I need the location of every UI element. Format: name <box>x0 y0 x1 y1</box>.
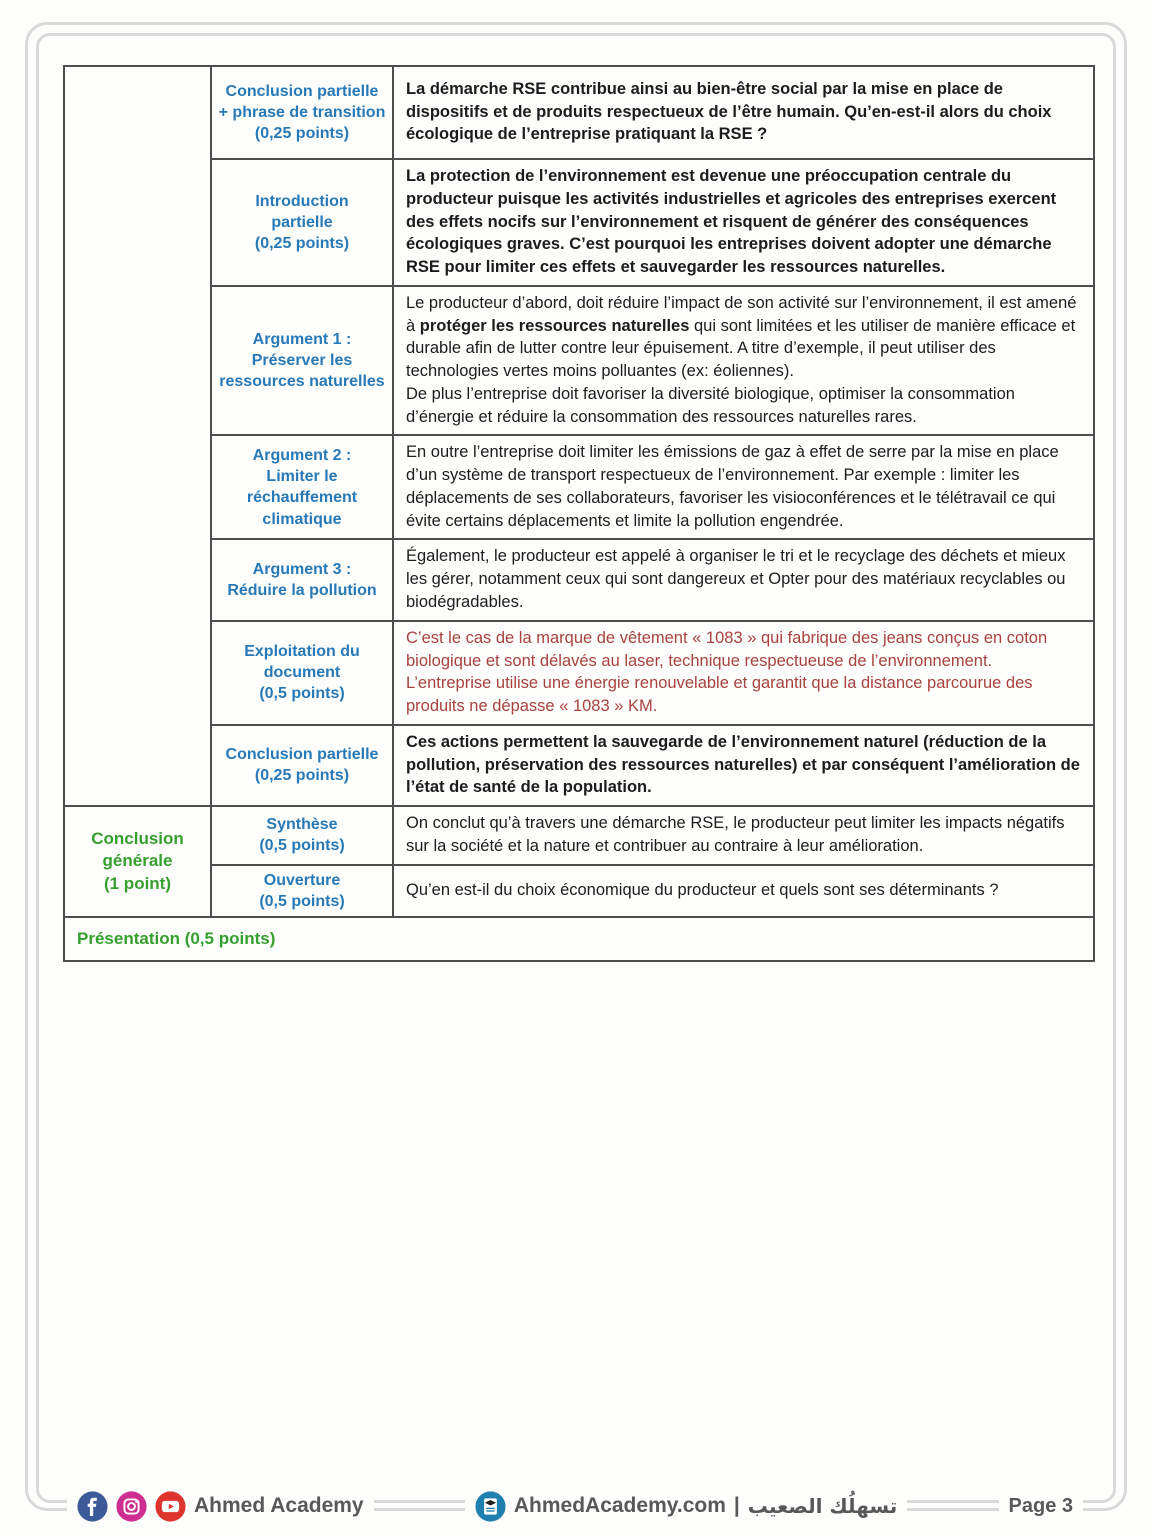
content-text: On conclut qu’à travers une démarche RSE, le producteur peut limiter les impacts négatifs sur la société et la nature et contribuer au contraire à leur amélioration. <box>406 814 1065 855</box>
footer-arabic-tagline: تسهلُك الصعيب <box>747 1494 898 1518</box>
content-text-line2: L’entreprise utilise une énergie renouvelable et garantit que la distance parcourue des produits ne dépasse « 1083 » KM. <box>406 674 1033 716</box>
label-line: partielle <box>271 213 333 231</box>
row-content <box>393 539 1094 620</box>
label-line: Ouverture <box>263 871 341 889</box>
presentation-row <box>64 917 1094 961</box>
side-section-conclusion-generale <box>64 806 211 917</box>
content-text: Ces actions permettent la sauvegarde de l’environnement naturel (réduction de la pollution, préservation des ressources naturelles) et par conséquent l’amélioration de l’état de santé de la population. <box>406 732 1080 797</box>
content-text: Qu’en est-il du choix économique du producteur et quels sont ses déterminants ? <box>406 880 999 899</box>
table-row <box>64 725 1094 806</box>
label-line: Argument 1 : <box>252 330 352 348</box>
row-content <box>393 159 1094 286</box>
presentation-text: Présentation (0,5 points) <box>77 928 276 948</box>
table-row <box>64 539 1094 620</box>
footer-page-group <box>999 1488 1083 1524</box>
table-row <box>64 435 1094 539</box>
row-content <box>393 435 1094 539</box>
table-row <box>64 917 1094 961</box>
label-line: Préserver les ressources naturelles <box>219 352 385 391</box>
academy-logo-icon <box>475 1491 506 1522</box>
content-text-line2: De plus l’entreprise doit favoriser la diversité biologique, optimiser la consommation d’énergie et réduire la consommation des ressources naturelles rares. <box>406 384 1015 426</box>
label-points: (0,5 points) <box>259 685 345 703</box>
row-content <box>393 621 1094 725</box>
side-section-empty-cell <box>64 66 211 806</box>
content-text-line1: C’est le cas de la marque de vêtement « 1083 » qui fabrique des jeans conçus en coton biologique et sont délavés au laser, technique respectueuse de l’environnement. <box>406 628 1048 670</box>
row-label-argument-1 <box>211 286 393 436</box>
page-number: Page 3 <box>1008 1494 1073 1517</box>
table-row <box>64 286 1094 436</box>
content-text: La protection de l’environnement est devenue une préoccupation centrale du producteur puisque les activités industrielles et agricoles des entreprises exercent des effets nocifs sur l’environnement et risquent de générer des conséquences écologiques graves. C’est pourquoi les entreprises doivent adopter une démarche RSE pour limiter ces effets et sauvegarder les ressources naturelles. <box>406 167 1057 277</box>
table-row <box>64 159 1094 286</box>
label-points: (0,5 points) <box>259 892 345 910</box>
row-label-argument-2 <box>211 435 393 539</box>
grading-rubric-table <box>63 65 1095 962</box>
table-row <box>64 621 1094 725</box>
row-label-exploitation-document <box>211 621 393 725</box>
row-content <box>393 66 1094 159</box>
side-section-title: Conclusion générale <box>91 829 184 871</box>
label-line: Conclusion partielle <box>225 746 379 764</box>
row-label-synthese <box>211 806 393 865</box>
label-line: Exploitation du <box>244 643 360 661</box>
row-label-conclusion-partielle <box>211 725 393 806</box>
footer-separator: | <box>733 1494 740 1517</box>
content-text: Également, le producteur est appelé à organiser le tri et le recyclage des déchets et mieux les gérer, notamment ceux qui sont dangereux et Opter pour des matériaux recyclables ou biodégradables. <box>406 547 1066 612</box>
label-points: (0,25 points) <box>254 767 350 785</box>
label-points: (0,5 points) <box>259 837 345 855</box>
row-content <box>393 865 1094 917</box>
side-section-points: (1 point) <box>103 873 172 893</box>
content-text-bold: protéger les ressources naturelles <box>419 316 690 335</box>
table-row <box>64 865 1094 917</box>
content-text: En outre l’entreprise doit limiter les émissions de gaz à effet de serre par la mise en place d’un système de transport respectueux de l’environnement. Par exemple : limiter les déplacements de ses collaborateurs, favoriser les visioconférences et le télétravail ce qui évite certains déplacements et limite la pollution engendrée. <box>406 443 1059 530</box>
footer-brand-group <box>67 1488 374 1524</box>
footer-brand-text: Ahmed Academy <box>194 1494 364 1517</box>
content-text: Le producteur d’abord, doit réduire l’impact de son activité sur l’environnement, il est amené à <box>406 293 1077 335</box>
page-footer <box>25 1488 1127 1524</box>
row-content <box>393 725 1094 806</box>
label-line: Limiter le réchauffement climatique <box>246 468 358 528</box>
content-text: La démarche RSE contribue ainsi au bien-être social par la mise en place de dispositifs et de produits respectueux de l’être humain. Qu’en-est-il alors du choix écologique de l’entreprise pratiquant la RSE ? <box>406 79 1052 144</box>
footer-site-group <box>465 1488 907 1524</box>
footer-site-text: AhmedAcademy.com <box>513 1494 726 1517</box>
label-line: Introduction <box>255 192 349 210</box>
table-row <box>64 806 1094 865</box>
label-points: (0,25 points) <box>254 125 350 143</box>
label-points: (0,25 points) <box>254 234 350 252</box>
label-line: Argument 3 : <box>252 561 352 579</box>
row-label-argument-3 <box>211 539 393 620</box>
row-content <box>393 806 1094 865</box>
instagram-icon <box>116 1491 147 1522</box>
label-line: Conclusion partielle <box>225 82 379 100</box>
label-line: Synthèse <box>266 816 338 834</box>
table-row <box>64 66 1094 159</box>
label-line: Réduire la pollution <box>227 582 377 600</box>
facebook-icon <box>77 1491 108 1522</box>
row-label-ouverture <box>211 865 393 917</box>
label-line: document <box>263 664 341 682</box>
row-label-introduction-partielle <box>211 159 393 286</box>
label-line: Argument 2 : <box>252 447 352 465</box>
label-line: + phrase de transition <box>218 103 386 121</box>
row-content <box>393 286 1094 436</box>
row-label-conclusion-partielle-transition <box>211 66 393 159</box>
youtube-icon <box>155 1491 186 1522</box>
content-text: qui sont limitées et les utiliser de manière efficace et durable afin de lutter contre leur épuisement. A titre d’exemple, il peut utiliser des technologies vertes moins polluantes (ex: éoliennes). <box>406 316 1076 381</box>
